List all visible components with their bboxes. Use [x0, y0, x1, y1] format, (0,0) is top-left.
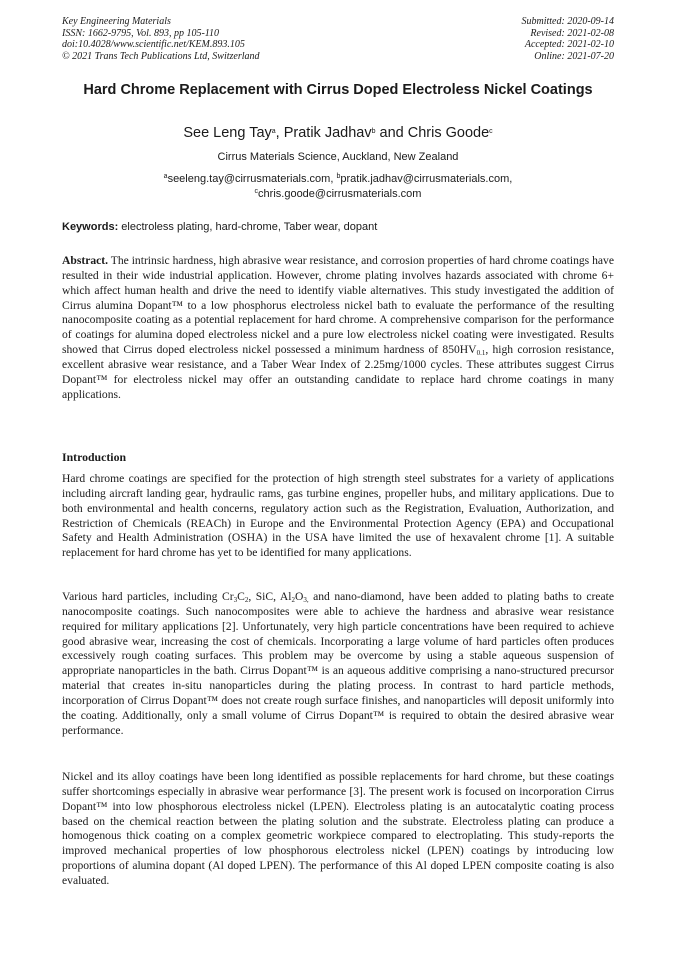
- online-date: Online: 2021-07-20: [534, 50, 614, 62]
- author-name: See Leng Tay: [183, 125, 272, 141]
- keywords-text: electroless plating, hard-chrome, Taber wear, dopant: [118, 221, 378, 233]
- author-list: See Leng Tay$^a$, Pratik Jadhav$^b$ and Chris Goode$^c$: [183, 125, 493, 141]
- header-journal-info: [62, 16, 260, 62]
- author-name: Chris Goode: [407, 125, 490, 141]
- author-affil-mark: a: [271, 128, 276, 135]
- author-name: Pratik Jadhav: [283, 125, 372, 141]
- paragraph: Nickel and its alloy coatings have been long identified as possible replacements for hard chrome, but these coatings suffer shortcomings especially in abrasive wear performance [3]. The present work is focused on incorporation Cirrus Dopant™ into low phosphorous electroless nickel (LPEN). Electroless plating is an autocatalytic coating process based on the chemical reaction between the plating solution and the substrate. Electroless plating can produce a homogenous thick coating on a complex geometric workpiece compared to electroplating. This study-reports the improved mechanical properties of low phosphorous electroless nickel (LPEN) coatings by introducing low proportions of alumina dopant (Al doped LPEN). The performance of this Al doped LPEN composite coating is also evaluated.: [62, 770, 614, 887]
- abstract: Abstract. The intrinsic hardness, high abrasive wear resistance, and corrosion properties of hard chrome coatings have resulted in their wide industrial application. However, chrome plating involves hazards associated with chrome 6+ which affect human health and drive the need to identify viable alternatives. This study investigated the addition of Cirrus alumina Dopant™ to a low phosphorus electroless nickel bath to evaluate the performance of the resulting nanocomposite coating as a potential replacement for hard chrome. A comprehensive comparison for the performance of coatings for alumina doped electroless nickel and a pure low electroless nickel coating were investigated. Results showed that Cirrus doped electroless nickel possessed a minimum hardness of $850HV_{0.1}$, high corrosion resistance, excellent abrasive wear resistance, and a Taber Wear Index of 2.25mg/1000 cycles. These attributes suggest Cirrus Dopant™ for electroless nickel may offer an outstanding candidate to replace hard chrome coatings in many applications.: [62, 254, 614, 401]
- email-link[interactable]: chris.goode@cirrusmaterials.com: [258, 187, 422, 200]
- submitted-date: Submitted: 2020-09-14: [521, 16, 614, 27]
- keywords: [62, 220, 614, 234]
- paragraph: Various hard particles, including $Cr_3C_2$, SiC, $Al_2O_{3,}$ and nano-diamond, have been added to plating baths to create nanocomposite coatings. Such nanocomposites were able to achieve the hardness and abrasive wear resistance required for military applications [2]. Unfortunately, very high particle concentrations have been required to achieve good abrasive wear, increasing the cost of chemicals. Incorporating a large volume of hard particles often produces excessively rough coating surfaces. This problem may be overcome by using a stable aqueous suspension of appropriate nanoparticles in the bath. Cirrus Dopant™ is an aqueous additive comprising a nano-structured precursor material that creates in-situ nanoparticles during the plating process. In contrast to hard particle methods, incorporation of Cirrus Dopant™ does not create rough surface finishes, and nanoparticles will deposit uniformly into the coating. Additionally, only a small volume of Cirrus Dopant™ is required to obtain the desired abrasive wear performance.: [62, 590, 615, 737]
- accepted-date: Accepted: 2021-02-10: [524, 39, 614, 50]
- doi: doi:10.4028/www.scientific.net/KEM.893.105: [62, 39, 245, 50]
- paper-title: Hard Chrome Replacement with Cirrus Doped Electroless Nickel Coatings: [83, 82, 593, 98]
- journal-name: Key Engineering Materials: [62, 16, 171, 27]
- email-link[interactable]: pratik.jadhav@cirrusmaterials.com: [340, 173, 510, 185]
- copyright: © 2021 Trans Tech Publications Ltd, Switzerland: [62, 50, 260, 62]
- revised-date: Revised: 2021-02-08: [530, 27, 614, 39]
- keywords-label: Keywords:: [62, 221, 119, 233]
- issn: ISSN: 1662-9795, Vol. 893, pp 105-110: [62, 27, 220, 39]
- paragraph: Hard chrome coatings are specified for the protection of high strength steel substrates for a variety of applications including aircraft landing gear, hydraulic rams, gas turbine engines, propeller hubs, and military applications. Due to both environmental and health concerns, regulatory action such as the Registration, Evaluation, Authorization, and Restriction of Chemicals (REACh) in Europe and the Environmental Protection Agency (EPA) and Occupational Safety and Health Administration (OSHA) in the USA have limited the use of hexavalent chrome [1]. A suitable replacement for hard chrome has yet to be identified for many applications.: [62, 472, 614, 560]
- author-affil-mark: b: [371, 128, 376, 135]
- abstract-label: Abstract.: [62, 254, 109, 267]
- email-link[interactable]: seeleng.tay@cirrusmaterials.com: [167, 173, 331, 185]
- author-emails: $^a$seeleng.tay@cirrusmaterials.com, $^b$pratik.jadhav@cirrusmaterials.com, $^c$chris.goode@cirrusmaterials.com: [163, 173, 513, 200]
- author-affil-mark: c: [489, 128, 493, 135]
- header-dates: [522, 16, 615, 62]
- section-heading-introduction: Introduction: [62, 450, 127, 464]
- affiliation: Cirrus Materials Science, Auckland, New Zealand: [217, 151, 459, 163]
